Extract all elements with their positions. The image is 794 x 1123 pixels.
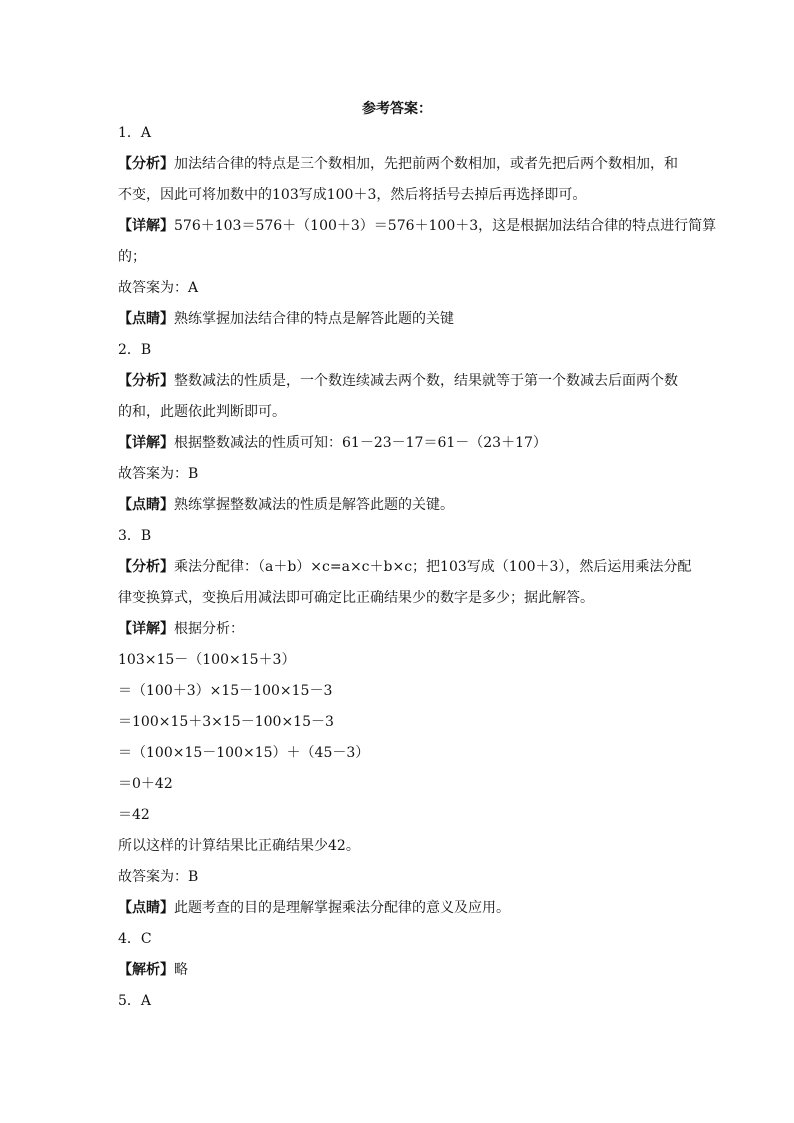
section-tag: 【点睛】 [118,497,174,513]
line-text: ＝100×15＋3×15－100×15－3 [118,714,334,730]
line-text: 的和，此题依此判断即可。 [118,404,286,420]
line-text: 熟练掌握加法结合律的特点是解答此题的关键 [174,311,454,327]
line-text: 整数减法的性质是，一个数连续减去两个数，结果就等于第一个数减去后面两个数 [174,373,678,389]
line-text: 5．A [118,993,152,1009]
text-line [118,459,686,490]
line-text: 此题考查的目的是理解掌握乘法分配律的意义及应用。 [174,900,510,916]
text-line [118,645,686,676]
line-text: 熟练掌握整数减法的性质是解答此题的关键。 [174,497,454,513]
line-text: 3．B [118,528,152,544]
text-line [118,924,686,955]
text-line [118,211,717,242]
line-text: 根据分析： [174,621,244,637]
text-line [118,490,686,521]
text-line [118,552,692,583]
text-line [118,428,686,459]
text-line [118,769,686,800]
line-text: 2．B [118,342,152,358]
section-tag: 【解析】 [118,962,174,978]
text-line [118,893,686,924]
line-text: 故答案为：B [118,869,199,885]
text-line [118,738,686,769]
text-line [118,397,686,428]
section-tag: 【详解】 [118,621,174,637]
section-tag: 【点睛】 [118,311,174,327]
line-text: ＝（100＋3）×15－100×15－3 [118,683,333,699]
line-text: 故答案为：A [118,280,199,296]
text-line [118,800,686,831]
text-line [118,986,686,1017]
text-line [118,614,686,645]
text-line [118,676,686,707]
text-line [118,149,686,180]
section-tag: 【分析】 [118,156,174,172]
section-tag: 【分析】 [118,373,174,389]
line-text: ＝42 [118,807,150,823]
line-text: 乘法分配律：（a＋b）×c=a×c＋b×c；把103写成（100＋3），然后运用乘法分配 [174,559,692,575]
line-text: 略 [174,962,188,978]
text-line [118,583,686,614]
section-tag: 【详解】 [118,435,174,451]
line-text: 故答案为：B [118,466,199,482]
text-line [118,180,686,211]
section-tag: 【分析】 [118,559,174,575]
text-line [118,831,686,862]
line-text: ＝0＋42 [118,776,173,792]
line-text: 不变，因此可将加数中的103写成100＋3，然后将括号去掉后再选择即可。 [118,187,587,203]
line-text: 103×15－（100×15＋3） [118,652,296,668]
line-text: 576＋103＝576＋（100＋3）＝576＋100＋3，这是根据加法结合律的特点进行简算 [174,218,717,234]
line-text: 4．C [118,931,152,947]
line-text: 律变换算式，变换后用减法即可确定比正确结果少的数字是多少；据此解答。 [118,590,594,606]
line-text: ＝（100×15－100×15）＋（45－3） [118,745,370,761]
text-line [118,304,686,335]
text-line [118,366,686,397]
page-title: 参考答案： [362,101,432,117]
text-line [118,335,686,366]
answer-content [118,118,717,1017]
text-line [118,862,686,893]
section-tag: 【点睛】 [118,900,174,916]
text-line [118,707,686,738]
section-tag: 【详解】 [118,218,174,234]
line-text: 的； [118,249,146,265]
text-line [118,521,686,552]
text-line [118,118,686,149]
text-line [118,955,686,986]
line-text: 根据整数减法的性质可知：61－23－17＝61－（23＋17） [174,435,547,451]
line-text: 所以这样的计算结果比正确结果少42。 [118,838,360,854]
line-text: 1．A [118,125,152,141]
line-text: 加法结合律的特点是三个数相加，先把前两个数相加，或者先把后两个数相加，和 [174,156,678,172]
text-line [118,273,686,304]
text-line [118,242,686,273]
